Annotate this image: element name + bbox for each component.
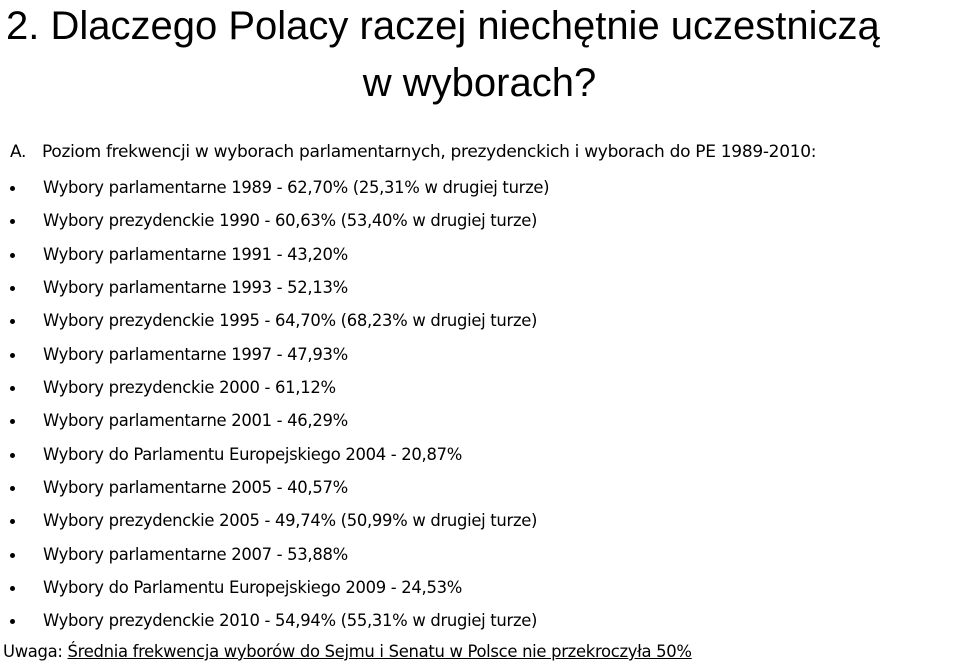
bullet-icon	[10, 186, 15, 191]
list-item-text: Wybory parlamentarne 1991 - 43,20%	[43, 244, 348, 264]
list-item-text: Wybory parlamentarne 1993 - 52,13%	[43, 278, 348, 298]
bullet-icon	[10, 419, 15, 424]
note-label: Uwaga:	[3, 642, 68, 661]
list-item	[0, 543, 549, 576]
list-item-text: Wybory prezydenckie 2005 - 49,74% (50,99% w drugiej turze)	[43, 511, 538, 531]
list-item	[0, 343, 549, 376]
list-item-text: Wybory prezydenckie 1995 - 64,70% (68,23% w drugiej turze)	[43, 311, 538, 331]
bullet-icon	[10, 519, 15, 524]
bullet-icon	[10, 619, 15, 624]
list-item	[0, 376, 549, 409]
list-item	[0, 576, 549, 609]
bullet-icon	[10, 453, 15, 458]
list-item	[0, 443, 549, 476]
list-item	[0, 609, 549, 642]
list-item	[0, 276, 549, 309]
intro-marker: A.	[10, 142, 27, 162]
note-text: Średnia frekwencja wyborów do Sejmu i Senatu w Polsce nie przekroczyła 50%	[67, 642, 692, 661]
note	[3, 640, 692, 664]
list-item-text: Wybory parlamentarne 1989 - 62,70% (25,31% w drugiej turze)	[43, 178, 550, 197]
list-item-text: Wybory do Parlamentu Europejskiego 2009 - 24,53%	[43, 578, 462, 598]
bullet-icon	[10, 386, 15, 391]
bullet-icon	[10, 353, 15, 358]
list-item	[0, 409, 549, 442]
list-item	[0, 209, 549, 242]
list-item-text: Wybory do Parlamentu Europejskiego 2004 - 20,87%	[43, 444, 462, 464]
bullet-icon	[10, 319, 15, 324]
bullet-icon	[10, 586, 15, 591]
list-item	[0, 243, 549, 276]
bullet-icon	[10, 486, 15, 491]
bullet-icon	[10, 253, 15, 258]
list-item-text: Wybory parlamentarne 2007 - 53,88%	[43, 544, 348, 564]
list-item	[0, 309, 549, 342]
slide-title-line-1: 2. Dlaczego Polacy raczej niechętnie uczestniczą	[6, 4, 880, 48]
turnout-list	[0, 176, 549, 643]
bullet-icon	[10, 286, 15, 291]
list-item-text: Wybory parlamentarne 2005 - 40,57%	[43, 478, 348, 498]
bullet-icon	[10, 553, 15, 558]
slide-title-line-2: w wyborach?	[362, 61, 597, 105]
intro-text: Poziom frekwencji w wyborach parlamentarnych, prezydenckich i wyborach do PE 1989-2010:	[42, 142, 817, 162]
list-item	[0, 476, 549, 509]
list-item	[0, 176, 549, 209]
list-item-text: Wybory parlamentarne 2001 - 46,29%	[43, 411, 348, 431]
list-item-text: Wybory prezydenckie 2000 - 61,12%	[43, 378, 336, 398]
list-item-text: Wybory prezydenckie 1990 - 60,63% (53,40% w drugiej turze)	[43, 211, 538, 231]
intro-paragraph	[10, 140, 816, 164]
list-item-text: Wybory prezydenckie 2010 - 54,94% (55,31% w drugiej turze)	[43, 611, 538, 631]
bullet-icon	[10, 219, 15, 224]
list-item-text: Wybory parlamentarne 1997 - 47,93%	[43, 344, 348, 364]
list-item	[0, 509, 549, 542]
